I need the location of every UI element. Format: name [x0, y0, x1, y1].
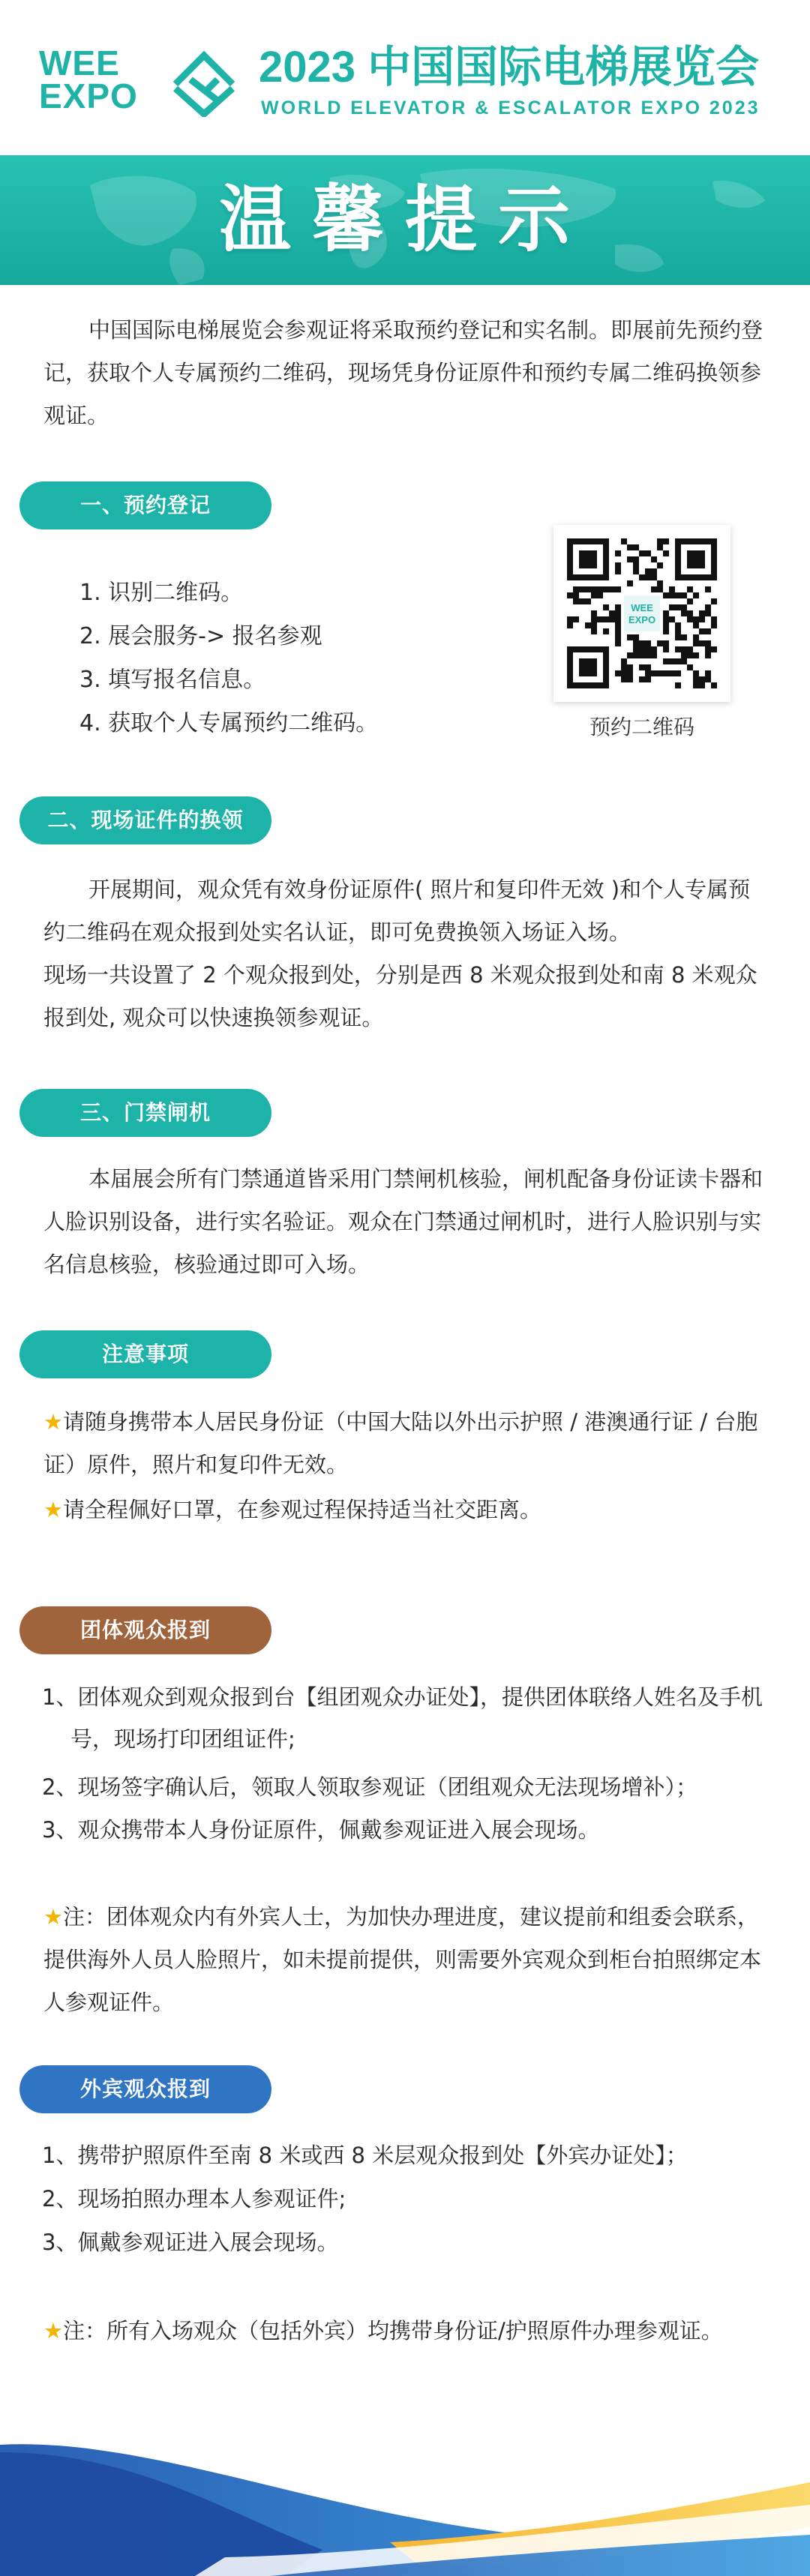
group-list-item: 1、团体观众到观众报到台【组团观众办证处】，提供团体联络人姓名及手机号，现场打印团组证件;	[42, 1684, 763, 1752]
step-item: 4. 获取个人专属预约二维码。	[80, 710, 379, 736]
note-item	[44, 1401, 766, 1486]
section-label-group: 团体观众报到	[20, 1606, 272, 1654]
section-label-badge-exchange: 二、现场证件的换领	[20, 796, 272, 844]
wee-expo-logo	[39, 43, 242, 118]
banner-title: 温馨提示	[219, 178, 591, 262]
expo-subtitle: WORLD ELEVATOR & ESCALATOR EXPO 2023	[261, 97, 760, 118]
qr-finder-mark	[567, 538, 609, 580]
qr-finder-mark	[567, 646, 609, 688]
registration-steps	[80, 571, 530, 745]
step-item: 3. 填写报名信息。	[80, 667, 266, 693]
wee-expo-mark-icon	[171, 49, 237, 117]
qr-logo-text: EXPO	[628, 614, 656, 625]
logo-line1: WEE	[39, 43, 120, 82]
group-list-item: 3、观众携带本人身份证原件，佩戴参观证进入展会现场。	[42, 1817, 600, 1843]
logo-line2: EXPO	[39, 76, 138, 115]
qr-center-logo-icon	[624, 595, 660, 631]
tips-banner	[0, 155, 810, 285]
note-text: 请全程佩好口罩，在参观过程保持适当社交距离。	[63, 1497, 542, 1522]
section-label-gate: 三、门禁闸机	[20, 1089, 272, 1137]
logo-text	[39, 43, 138, 115]
qr-code-pattern	[567, 538, 717, 688]
qr-code[interactable]	[554, 525, 730, 702]
foreign-list-item: 2、现场拍照办理本人参观证件;	[42, 2186, 346, 2212]
note-text: 请随身携带本人居民身份证（中国大陆以外出示护照 / 港澳通行证 / 台胞证）原件，照片和复印件无效。	[44, 1409, 758, 1477]
star-icon: ★	[44, 1497, 63, 1522]
qr-finder-mark	[675, 538, 717, 580]
section-label-registration: 一、预约登记	[20, 481, 272, 529]
star-icon: ★	[44, 2318, 63, 2344]
qr-caption: 预约二维码	[589, 715, 694, 739]
gate-paragraph: 本届展会所有门禁通道皆采用门禁闸机核验，闸机配备身份证读卡器和人脸识别设备，进行实名验证。观众在门禁通过闸机时，进行人脸识别与实名信息核验，核验通过即可入场。	[44, 1166, 764, 1277]
star-icon: ★	[44, 1409, 63, 1435]
step-item: 2. 展会服务-> 报名参观	[80, 623, 322, 649]
star-icon: ★	[44, 1904, 63, 1930]
foreign-list-item: 3、佩戴参观证进入展会现场。	[42, 2230, 339, 2255]
group-note	[44, 1896, 766, 2024]
expo-title: 2023 中国国际电梯展览会	[259, 43, 760, 91]
footer-wave-decoration	[0, 2422, 810, 2576]
section-label-foreign: 外宾观众报到	[20, 2065, 272, 2113]
foreign-list-item: 1、携带护照原件至南 8 米或西 8 米层观众报到处【外宾办证处】；	[42, 2143, 688, 2168]
page-header	[0, 0, 810, 150]
note-item	[44, 1489, 766, 1531]
foreign-note-text: 注：所有入场观众（包括外宾）均携带身份证/护照原件办理参观证。	[63, 2318, 723, 2344]
intro-paragraph: 中国国际电梯展览会参观证将采取预约登记和实名制。即展前先预约登记，获取个人专属预约二维码，现场凭身份证原件和预约专属二维码换领参观证。	[44, 317, 764, 428]
section-label-notes: 注意事项	[20, 1330, 272, 1378]
foreign-note	[44, 2310, 766, 2353]
group-note-text: 注：团体观众内有外宾人士，为加快办理进度，建议提前和组委会联系，提供海外人员人脸照片，如未提前提供，则需要外宾观众到柜台拍照绑定本人参观证件。	[44, 1904, 762, 2015]
step-item: 1. 识别二维码。	[80, 580, 244, 606]
group-list-item: 2、现场签字确认后，领取人领取参观证（团组观众无法现场增补）；	[42, 1774, 698, 1800]
badge-exchange-paragraph-2: 现场一共设置了 2 个观众报到处，分别是西 8 米观众报到处和南 8 米观众报到处, 观众可以快速换领参观证。	[44, 962, 758, 1030]
qr-logo-text: WEE	[631, 602, 653, 613]
badge-exchange-paragraph-1: 开展期间，观众凭有效身份证原件( 照片和复印件无效 )和个人专属预约二维码在观众报到处实名认证，即可免费换领入场证入场。	[44, 877, 751, 945]
